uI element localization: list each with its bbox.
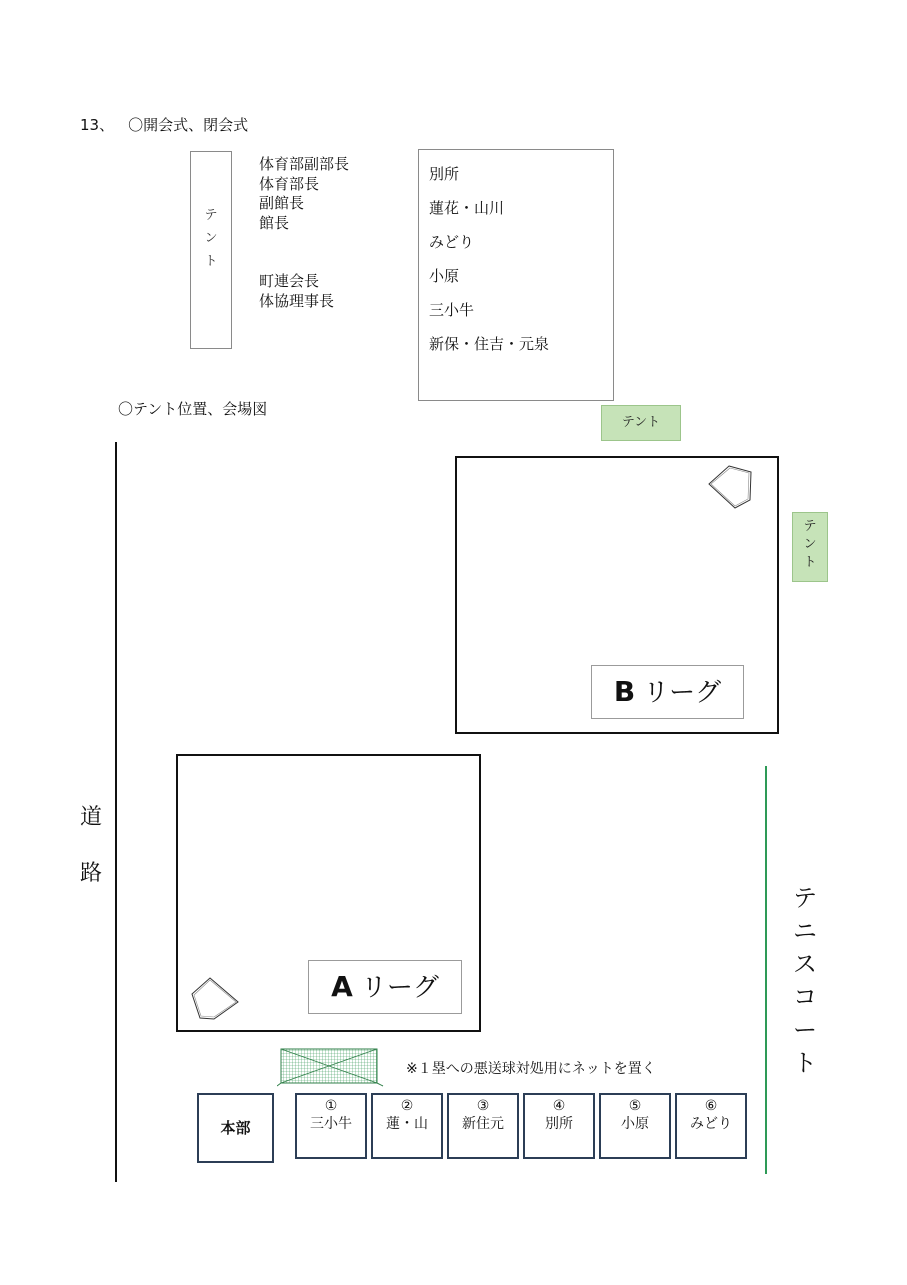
home-plate-icon xyxy=(190,976,242,1022)
net-note: ※１塁への悪送球対処用にネットを置く xyxy=(406,1061,656,1077)
team-booth xyxy=(447,1093,519,1159)
league-text: リーグ xyxy=(643,678,722,708)
league-a-label xyxy=(308,960,462,1014)
league-letter: A xyxy=(331,970,353,1003)
league-b-label xyxy=(591,665,744,719)
official-name: 体協理事長 xyxy=(259,291,335,310)
league-text: リーグ xyxy=(360,973,439,1003)
vertical-char: テ xyxy=(803,519,817,534)
hq-booth: 本部 xyxy=(197,1093,274,1163)
booth-number: ③ xyxy=(476,1098,490,1114)
team-booth xyxy=(523,1093,595,1159)
team-name: 蓮花・山川 xyxy=(429,199,505,217)
booth-team: 小原 xyxy=(621,1116,649,1132)
teams-list xyxy=(429,164,549,368)
team-booth xyxy=(371,1093,443,1159)
vertical-char: ニ xyxy=(793,917,817,945)
vertical-char: ス xyxy=(793,950,817,978)
booth-number: ② xyxy=(400,1098,414,1114)
booth-number: ⑥ xyxy=(704,1098,718,1114)
teams-box xyxy=(418,149,614,401)
road-label xyxy=(80,790,102,902)
team-name: 別所 xyxy=(429,165,460,183)
tennis-court-line xyxy=(765,766,767,1174)
vertical-char: ト xyxy=(793,1049,817,1077)
booth-team: 新住元 xyxy=(462,1116,504,1132)
booth-team: 蓮・山 xyxy=(386,1116,428,1132)
team-name: 三小牛 xyxy=(429,301,475,319)
team-name: 小原 xyxy=(429,267,460,285)
vertical-char: コ xyxy=(793,983,817,1011)
booth-number: ⑤ xyxy=(628,1098,642,1114)
ceremony-tent xyxy=(190,151,232,349)
officials-list xyxy=(259,155,349,311)
booth-team: 別所 xyxy=(545,1116,573,1132)
net-icon xyxy=(277,1047,385,1087)
ceremony-tent-label xyxy=(191,204,231,273)
vertical-char: 路 xyxy=(80,861,103,886)
official-spacer xyxy=(259,253,349,273)
team-booth xyxy=(295,1093,367,1159)
vertical-char: ト xyxy=(803,555,817,570)
road-line xyxy=(115,442,117,1182)
team-name: みどり xyxy=(429,233,475,251)
official-name: 副館長 xyxy=(259,194,305,212)
team-booths xyxy=(295,1093,751,1159)
booth-team: みどり xyxy=(690,1116,732,1132)
official-spacer xyxy=(259,233,349,253)
home-plate-icon xyxy=(707,464,757,510)
vertical-char: 道 xyxy=(80,805,103,830)
section-heading xyxy=(80,118,248,133)
team-booth xyxy=(675,1093,747,1159)
official-name: 体育部長 xyxy=(259,174,320,193)
vertical-char: ン xyxy=(204,231,218,246)
tent-side xyxy=(792,512,828,582)
team-booth xyxy=(599,1093,671,1159)
official-name: 館長 xyxy=(259,213,290,232)
section-number: 13、 xyxy=(80,116,115,134)
vertical-char: ン xyxy=(803,537,817,552)
section-title: 〇開会式、閉会式 xyxy=(128,116,249,134)
league-letter: B xyxy=(613,675,636,708)
tent-top: テント xyxy=(601,405,681,441)
vertical-char: テ xyxy=(793,884,817,912)
official-name: 体育部副部長 xyxy=(259,155,350,173)
venue-heading: 〇テント位置、会場図 xyxy=(118,400,268,418)
vertical-char: ト xyxy=(204,254,218,269)
team-name: 新保・住吉・元泉 xyxy=(429,335,550,353)
vertical-char: テ xyxy=(204,208,218,223)
booth-team: 三小牛 xyxy=(310,1116,352,1132)
tennis-court-label xyxy=(790,882,820,1080)
official-name: 町連会長 xyxy=(259,272,320,290)
booth-number: ① xyxy=(324,1098,338,1114)
booth-number: ④ xyxy=(552,1098,566,1114)
vertical-char: ー xyxy=(793,1016,817,1044)
tent-side-label xyxy=(793,513,827,572)
